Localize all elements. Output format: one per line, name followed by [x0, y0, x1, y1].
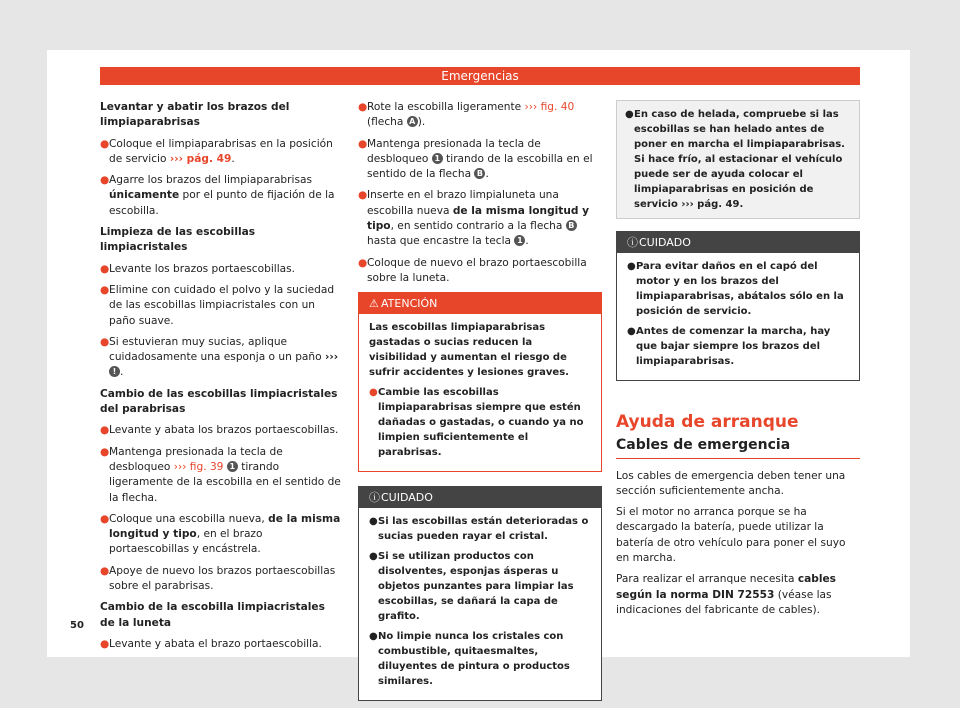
- heading: Levantar y abatir los brazos del limpiaparabrisas: [100, 101, 290, 129]
- subsection-title: Cables de emergencia: [616, 438, 860, 458]
- column-middle: [358, 100, 602, 701]
- note-box: ● En caso de helada, compruebe si las escobillas se han helado antes de poner en marcha el limpiaparabrisas. Si hace frío, al estacionar el vehículo puede ser de ayuda colocar el limpiaparabrisas en posición de servicio ››› pág. 49.: [616, 100, 860, 219]
- list-item: ● Levante los brazos portaescobillas.: [100, 262, 296, 275]
- list-item: ● Mantenga presionada la tecla de desbloqueo 1 tirando de la escobilla en el sentido de la flecha B .: [358, 137, 593, 181]
- paragraph: Para realizar el arranque necesita cables según la norma DIN 72553 (véase las indicaciones del fabricante de cables).: [616, 573, 836, 616]
- paragraph: Los cables de emergencia deben tener una sección suficientemente ancha.: [616, 469, 846, 497]
- list-item: ● Agarre los brazos del limpiaparabrisas únicamente por el punto de fijación de la escobilla.: [100, 174, 335, 217]
- list-item: ● Coloque de nuevo el brazo portaescobilla sobre la luneta.: [358, 256, 587, 284]
- list-item: ● Coloque una escobilla nueva, de la misma longitud y tipo, en el brazo portaescobillas y encástrela.: [100, 512, 341, 556]
- list-item: ● Coloque el limpiaparabrisas en la posición de servicio ››› pág. 49.: [100, 137, 333, 165]
- section-title: Ayuda de arranque: [616, 412, 799, 432]
- list-item: ● Si estuvieran muy sucias, aplique cuidadosamente una esponja o un paño ››› ! .: [100, 335, 339, 379]
- page-link[interactable]: ››› pág. 49: [169, 152, 232, 165]
- caution-box: ⓘ CUIDADO ● Si las escobillas están deterioradas o sucias pueden rayar el cristal. ● Si se utilizan productos con disolventes, esponjas ásperas u objetos punzantes para limpiar las escobillas, se dañará la capa de grafito. ● No limpie nunca los cristales con combustible, quitaesmaltes, diluyentes de pintura o productos similares.: [358, 486, 602, 701]
- list-item: ● Mantenga presionada la tecla de desbloqueo ››› fig. 39 1 tirando ligeramente de la escobilla en el sentido de la flecha.: [100, 445, 341, 504]
- list-item: ● Elimine con cuidado el polvo y la suciedad de las escobillas limpiacristales con un paño suave.: [100, 283, 335, 327]
- warning-icon: !: [109, 366, 120, 377]
- heading: Cambio de las escobillas limpiacristales del parabrisas: [100, 387, 338, 416]
- column-left: [100, 100, 342, 658]
- page-number: 50: [70, 620, 84, 631]
- page-header: [100, 67, 860, 85]
- list-item: ● Rote la escobilla ligeramente ››› fig. 40 (flecha A ).: [358, 101, 575, 129]
- list-item: ● Apoye de nuevo los brazos portaescobillas sobre el parabrisas.: [100, 564, 336, 593]
- caution-box: ⓘ CUIDADO ● Para evitar daños en el capó del motor y en los brazos del limpiaparabrisas, abátalos sólo en la posición de servicio. ● Antes de comenzar la marcha, hay que bajar siempre los brazos del limpiaparabrisas.: [616, 231, 860, 381]
- info-circle-icon: ⓘ: [369, 491, 380, 505]
- info-circle-icon: ⓘ: [627, 236, 638, 249]
- heading: Limpieza de las escobillas limpiacristales: [100, 226, 256, 254]
- list-item: ● Inserte en el brazo limpialuneta una escobilla nueva de la misma longitud y tipo, en sentido contrario a la flecha B hasta que encastre la tecla 1 .: [358, 189, 590, 248]
- column-right: [616, 100, 860, 624]
- heading: Cambio de la escobilla limpiacristales de la luneta: [100, 601, 325, 629]
- figure-link[interactable]: ››› fig. 40: [524, 101, 575, 113]
- figure-link[interactable]: ››› fig. 39: [173, 460, 224, 473]
- header-title: Emergencias: [441, 69, 519, 83]
- list-item: ● Levante y abata los brazos portaescobillas.: [100, 424, 339, 437]
- list-item: ● Levante y abata el brazo portaescobilla.: [100, 637, 322, 650]
- warning-box: ⚠ ATENCIÓN Las escobillas limpiaparabrisas gastadas o sucias reducen la visibilidad y aumentan el riesgo de sufrir accidentes y lesiones graves. ● Cambie las escobillas limpiaparabrisas siempre que estén dañadas o gastadas, o cuando ya no limpien suficientemente el parabrisas.: [358, 292, 602, 472]
- warning-triangle-icon: ⚠: [369, 297, 379, 311]
- paragraph: Si el motor no arranca porque se ha descargado la batería, puede utilizar la batería de otro vehículo para poner el suyo en marcha.: [616, 506, 846, 565]
